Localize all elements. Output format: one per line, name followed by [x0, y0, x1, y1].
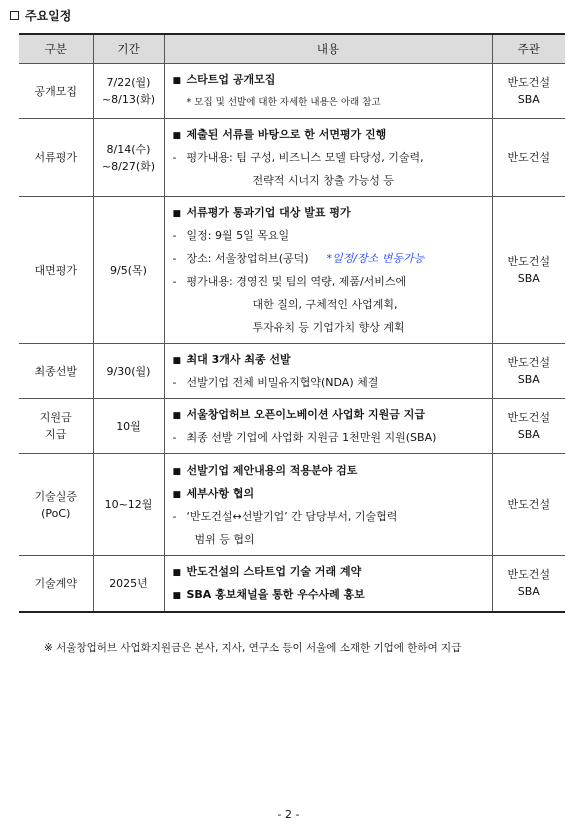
host-cell: [492, 344, 565, 399]
category-cell: [19, 556, 93, 612]
host-cell: [492, 454, 565, 556]
period-cell: [93, 197, 164, 344]
content-line: [173, 68, 492, 91]
square-bullet-icon: ■: [172, 356, 182, 366]
host-cell: [492, 197, 565, 344]
host-cell-text: SBA: [517, 272, 540, 285]
content-line-text: 일정: 9월 5일 목요일: [186, 229, 290, 242]
period-cell-text: 10~12월: [104, 498, 153, 511]
content-line: [173, 528, 492, 551]
content-line: [173, 459, 492, 482]
checkbox-square-icon: [10, 11, 19, 20]
period-cell-text: 2025년: [109, 576, 148, 590]
host-cell-text: 반도건설: [507, 411, 550, 424]
square-bullet-icon: ■: [172, 466, 182, 477]
dash-marker: -: [172, 431, 177, 444]
content-line-text: 서류평가 통과기업 대상 발표 평가: [186, 206, 351, 219]
content-line: [173, 348, 492, 371]
content-line: [173, 270, 492, 293]
dash-marker: -: [172, 376, 177, 389]
host-cell: [492, 556, 565, 612]
content-line: [173, 169, 492, 192]
content-line: [173, 583, 492, 606]
category-cell: [19, 64, 93, 119]
host-cell-text: 반도건설: [507, 498, 550, 511]
category-cell: [19, 197, 93, 344]
content-line-text: SBA 홍보채널을 통한 우수사례 홍보: [186, 588, 365, 602]
period-cell-text: 9/30(월): [106, 364, 151, 378]
content-line: [173, 560, 492, 583]
content-cell: [164, 344, 492, 399]
period-cell-text: 9/5(목): [110, 263, 147, 277]
schedule-table-body: [19, 64, 565, 612]
schedule-table: [19, 33, 565, 613]
category-cell-text: 최종선발: [34, 364, 77, 378]
footnote: ※ 서울창업허브 사업화지원금은 본사, 지사, 연구소 등이 서울에 소재한 기업에 한하여 지급: [44, 642, 462, 654]
content-line: [173, 247, 492, 270]
column-header-category: 구분: [19, 34, 93, 64]
category-cell-text: 대면평가: [34, 263, 77, 277]
category-cell-text: 서류평가: [34, 151, 77, 164]
content-line-text: 최대 3개사 최종 선발: [186, 353, 291, 366]
square-bullet-icon: ■: [172, 411, 182, 421]
dash-marker: -: [172, 229, 177, 242]
period-cell-text: 7/22(월): [106, 76, 151, 89]
host-cell-text: SBA: [517, 93, 540, 106]
period-cell-text: 10월: [116, 419, 141, 433]
column-header-host: 주관: [492, 34, 565, 64]
host-cell-text: SBA: [517, 373, 540, 386]
content-cell: [164, 399, 492, 454]
schedule-change-notice: *일정/장소 변동가능: [326, 252, 425, 265]
content-line: [173, 371, 492, 394]
content-line: [173, 505, 492, 528]
category-cell-text: 지원금: [39, 411, 72, 424]
square-bullet-icon: ■: [172, 76, 182, 86]
category-cell-text: 공개모집: [34, 84, 77, 98]
square-bullet-icon: ■: [172, 489, 182, 500]
period-cell-text: ~8/13(화): [101, 93, 156, 106]
category-cell: [19, 399, 93, 454]
table-row: [19, 344, 565, 399]
host-cell-text: 반도건설: [507, 568, 550, 582]
period-cell: [93, 344, 164, 399]
content-line-text: 세부사항 협의: [186, 486, 255, 500]
period-cell-text: 8/14(수): [106, 142, 151, 156]
content-line-text: 범위 등 협의: [194, 532, 255, 546]
table-header-row: [19, 34, 565, 64]
content-line-text: 선발기업 제안내용의 적용분야 검토: [186, 463, 358, 477]
period-cell: [93, 556, 164, 612]
section-title: 주요일정: [25, 9, 72, 23]
table-row: [19, 399, 565, 454]
content-line-text: 제출된 서류를 바탕으로 한 서면평가 진행: [186, 128, 387, 141]
content-line-text: 스타트업 공개모집: [186, 73, 276, 86]
period-cell: [93, 399, 164, 454]
host-cell-text: SBA: [517, 585, 540, 599]
category-cell: [19, 344, 93, 399]
host-cell-text: 반도건설: [507, 255, 550, 268]
category-cell-text: 지급: [45, 428, 67, 441]
table-row: [19, 197, 565, 344]
dash-marker: -: [172, 252, 177, 265]
content-line: [173, 482, 492, 505]
host-cell: [492, 119, 565, 197]
host-cell-text: SBA: [517, 428, 540, 441]
period-cell: [93, 454, 164, 556]
content-line: [173, 316, 492, 339]
content-cell: [164, 556, 492, 612]
content-line: [173, 224, 492, 247]
category-cell: [19, 454, 93, 556]
host-cell-text: 반도건설: [507, 151, 550, 164]
host-cell-text: 반도건설: [507, 76, 550, 89]
dash-marker: -: [172, 275, 177, 288]
content-line-text: 투자유치 등 기업가치 향상 계획: [252, 321, 405, 334]
table-row: [19, 454, 565, 556]
content-line-text: ‘반도건설↔선발기업’ 간 담당부서, 기술협력: [186, 509, 398, 523]
content-line-text: 평가내용: 팀 구성, 비즈니스 모델 타당성, 기술력,: [186, 151, 424, 164]
content-line: [173, 293, 492, 316]
content-line: [173, 403, 492, 426]
period-cell-text: ~8/27(화): [101, 159, 156, 173]
table-row: [19, 64, 565, 119]
section-heading: [10, 7, 71, 24]
content-cell: [164, 454, 492, 556]
square-bullet-icon: ■: [172, 591, 182, 602]
square-bullet-icon: ■: [172, 568, 182, 579]
category-cell-text: 기술실증: [34, 489, 77, 503]
category-cell: [19, 119, 93, 197]
column-header-period: 기간: [93, 34, 164, 64]
content-cell: [164, 119, 492, 197]
content-cell: [164, 64, 492, 119]
content-cell: [164, 197, 492, 344]
dash-marker: -: [172, 151, 177, 164]
host-cell-text: 반도건설: [507, 356, 550, 369]
dash-marker: -: [172, 509, 177, 523]
content-line-text: * 모집 및 선발에 대한 자세한 내용은 아래 참고: [186, 97, 381, 108]
page-number: - 2 -: [277, 808, 300, 821]
period-cell: [93, 119, 164, 197]
content-line-text: 반도건설의 스타트업 기술 거래 계약: [186, 565, 362, 579]
content-line-text: 선발기업 전체 비밀유지협약(NDA) 체결: [186, 376, 379, 389]
square-bullet-icon: ■: [172, 209, 182, 219]
content-line-text: 평가내용: 경영진 및 팀의 역량, 제품/서비스에: [186, 275, 407, 288]
content-line-text: 서울창업허브 오픈이노베이션 사업화 지원금 지급: [186, 408, 425, 421]
content-line: [173, 123, 492, 146]
content-line: [173, 426, 492, 449]
host-cell: [492, 399, 565, 454]
category-cell-text: 기술계약: [34, 576, 77, 590]
content-line-text: 장소: 서울창업허브(공덕): [186, 252, 309, 265]
content-line: [173, 146, 492, 169]
content-line-text: 최종 선발 기업에 사업화 지원금 1천만원 지원(SBA): [186, 431, 437, 444]
content-line: [173, 201, 492, 224]
table-row: [19, 119, 565, 197]
period-cell: [93, 64, 164, 119]
category-cell-text: (PoC): [41, 506, 71, 520]
content-line-text: 대한 질의, 구체적인 사업계획,: [252, 298, 398, 311]
content-line: [173, 91, 492, 114]
table-row: [19, 556, 565, 612]
content-line-text: 전략적 시너지 창출 가능성 등: [252, 174, 394, 187]
host-cell: [492, 64, 565, 119]
square-bullet-icon: ■: [172, 131, 182, 141]
column-header-content: 내용: [164, 34, 492, 64]
